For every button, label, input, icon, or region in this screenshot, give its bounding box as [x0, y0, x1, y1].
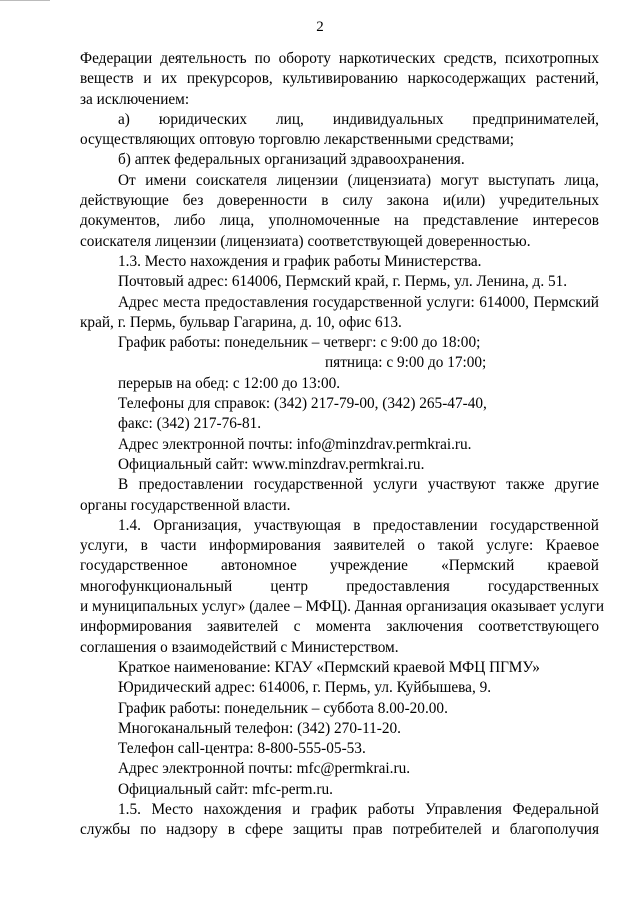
- text-line: График работы: понедельник – суббота 8.00-20.00.: [118, 699, 448, 717]
- text-line: государственное автономное учреждение «Пермский краевой: [80, 557, 599, 575]
- text-line: Юридический адрес: 614006, г. Пермь, ул. Куйбышева, 9.: [118, 679, 492, 697]
- work-schedule: [80, 333, 599, 374]
- paragraph-exceptions: [80, 49, 599, 110]
- lunch-break: [80, 374, 599, 394]
- text-line: веществ и их прекурсоров, культивированию наркосодержащих растений,: [80, 70, 599, 88]
- text-line: а) юридических лиц, индивидуальных предпринимателей,: [118, 110, 599, 128]
- paragraph-item-a: [80, 110, 599, 151]
- text-line: Адрес электронной почты: mfc@permkrai.ru.: [118, 760, 411, 778]
- text-line: и муниципальных услуг» (далее – МФЦ). Данная организация оказывает услуги: [80, 598, 605, 616]
- text-line: График работы: понедельник – четверг: с 9:00 до 18:00;: [118, 334, 481, 352]
- postal-address: [80, 272, 599, 292]
- paragraph-item-b: [80, 150, 599, 170]
- text-line: б) аптек федеральных организаций здравоохранения.: [118, 151, 465, 169]
- text-line: От имени соискателя лицензии (лицензиата) могут выступать лица,: [118, 171, 599, 189]
- text-line: за исключением:: [80, 90, 190, 108]
- text-line: перерыв на обед: с 12:00 до 13:00.: [118, 374, 341, 392]
- text-line: Почтовый адрес: 614006, Пермский край, г. Пермь, ул. Ленина, д. 51.: [118, 273, 568, 291]
- text-line: соискателя лицензии (лицензиата) соответствующей доверенностью.: [80, 232, 531, 250]
- text-line: Официальный сайт: mfc-perm.ru.: [118, 780, 333, 798]
- text-line: службы по надзору в сфере защиты прав потребителей и благополучия: [80, 821, 599, 839]
- section-1-3-heading: [80, 252, 599, 272]
- text-line: 1.5. Место нахождения и график работы Управления Федеральной: [118, 800, 599, 818]
- text-line: 1.4. Организация, участвующая в предоставлении государственной: [118, 516, 599, 534]
- page-number: 2: [316, 19, 324, 35]
- section-1-4: [80, 516, 605, 658]
- text-line: 1.3. Место нахождения и график работы Министерства.: [118, 252, 482, 270]
- text-line: В предоставлении государственной услуги участвуют также другие: [118, 476, 599, 494]
- document-body: [80, 49, 605, 841]
- text-line: действующие без доверенности в силу закона и(или) учредительных: [80, 192, 599, 210]
- phones: [80, 394, 599, 435]
- text-line: документов, либо лица, уполномоченные на представление интересов: [80, 212, 599, 230]
- text-line: услуги, в части информирования заявителей о такой услуге: Краевое: [80, 537, 599, 555]
- section-1-5: [80, 800, 599, 841]
- email: [80, 435, 599, 455]
- text-line: Краткое наименование: КГАУ «Пермский краевой МФЦ ПГМУ»: [118, 658, 540, 676]
- text-line: Многоканальный телефон: (342) 270-11-20.: [118, 719, 402, 737]
- text-line: Адрес места предоставления государственной услуги: 614000, Пермский: [118, 293, 599, 311]
- paragraph-applicant: [80, 171, 599, 252]
- text-line: органы государственной власти.: [80, 496, 291, 514]
- text-line: факс: (342) 217-76-81.: [118, 415, 262, 433]
- website: [80, 455, 599, 475]
- text-line: Федерации деятельность по обороту наркотических средств, психотропных: [80, 50, 599, 67]
- text-line: информирования заявителей с момента заключения соответствующего: [80, 618, 599, 636]
- service-address: [80, 293, 599, 334]
- paragraph-other-bodies: [80, 475, 599, 516]
- text-line: Официальный сайт: www.minzdrav.permkrai.ru.: [118, 455, 425, 473]
- text-line: пятница: с 9:00 до 17:00;: [325, 354, 487, 372]
- mfc-details: [80, 658, 599, 800]
- text-line: Телефон call-центра: 8-800-555-05-53.: [118, 740, 366, 758]
- scan-edge-mark: [0, 0, 50, 1]
- text-line: Адрес электронной почты: info@minzdrav.permkrai.ru.: [118, 435, 472, 453]
- text-line: соглашения о взаимодействий с Министерством.: [80, 638, 399, 656]
- text-line: край, г. Пермь, бульвар Гагарина, д. 10, офис 613.: [80, 313, 402, 331]
- text-line: Телефоны для справок: (342) 217-79-00, (342) 265-47-40,: [118, 395, 487, 413]
- text-line: многофункциональный центр предоставления государственных: [80, 577, 599, 595]
- text-line: осуществляющих оптовую торговлю лекарственными средствами;: [80, 131, 515, 149]
